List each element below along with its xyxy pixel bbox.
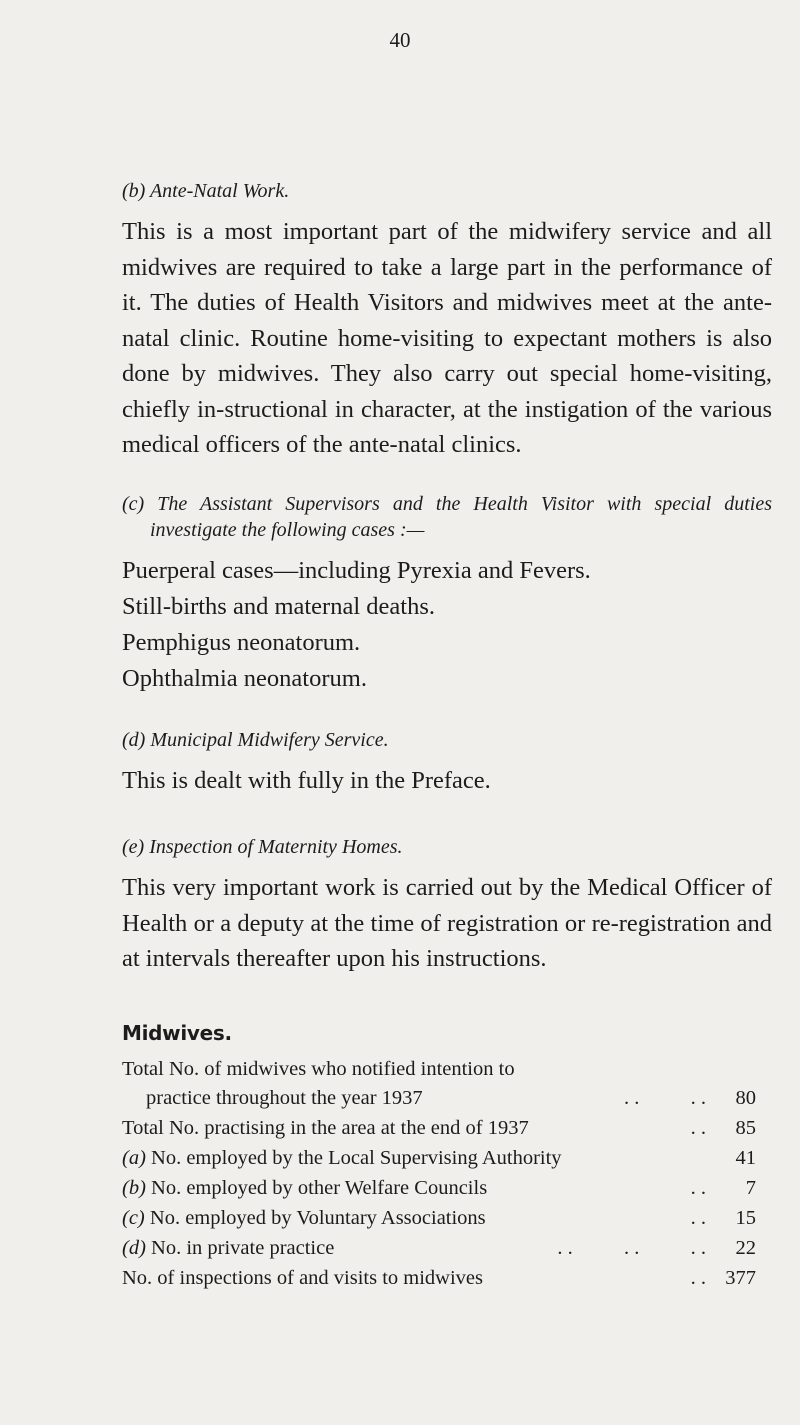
stat-row-welfare-councils	[122, 1173, 756, 1203]
stat-label	[122, 1203, 691, 1233]
case-item-puerperal: Puerperal cases—including Pyrexia and Fevers.	[122, 556, 591, 584]
stat-label: Total No. practising in the area at the end of 1937	[122, 1116, 529, 1139]
stat-label	[122, 1173, 691, 1203]
section-c-title: The Assistant Supervisors and the Health Visitor with special duties investigate the following cases :—	[150, 492, 773, 541]
stat-letter: (d)	[122, 1236, 146, 1259]
section-c-letter: (c)	[122, 492, 145, 515]
stat-row-practising	[122, 1113, 756, 1143]
stat-row-private-practice	[122, 1233, 756, 1263]
stat-label: Total No. of midwives who notified intention to	[122, 1057, 515, 1080]
section-e-letter: (e)	[122, 836, 145, 858]
case-item-still-births: Still-births and maternal deaths.	[122, 592, 435, 620]
section-e-heading	[122, 834, 772, 860]
stat-label-text: No. in private practice	[151, 1236, 335, 1259]
leader-dots: . . . . . .	[557, 1236, 706, 1259]
case-list	[122, 553, 772, 697]
page-number: 40	[389, 28, 411, 52]
stat-label-text: No. employed by other Welfare Councils	[151, 1176, 488, 1199]
case-item-ophthalmia: Ophthalmia neonatorum.	[122, 664, 367, 692]
section-e-title: Inspection of Maternity Homes.	[149, 836, 403, 858]
stat-letter: (c)	[122, 1206, 145, 1229]
leader-dots: . .	[690, 1206, 706, 1229]
leader-dots: . .	[690, 1116, 706, 1139]
stat-value: 377	[725, 1266, 756, 1289]
stat-value: 85	[735, 1116, 756, 1139]
stat-value: 41	[735, 1146, 756, 1169]
leader-dots: . . . .	[624, 1086, 706, 1109]
section-b-letter: (b)	[122, 180, 146, 202]
stat-value: 7	[745, 1176, 756, 1199]
page-content	[122, 178, 772, 1293]
stat-row-notified-line1	[122, 1055, 756, 1083]
stat-label-text: No. employed by Voluntary Associations	[149, 1206, 486, 1229]
stat-value: 22	[735, 1236, 756, 1259]
stat-row-inspections	[122, 1263, 756, 1293]
stat-label: No. of inspections of and visits to midwives	[122, 1266, 484, 1289]
section-d-letter: (d)	[122, 728, 146, 751]
section-b-paragraph: This is a most important part of the midwifery service and all midwives are required to take a large part in the performance of it. The duties of Health Visitors and midwives meet at the ante-natal clinic. Routine home-visiting to expectant mothers is also done by midwives. They also carry out special home-visiting, chiefly in-structional in character, at the instigation of the various medical officers of the ante-natal clinics.	[122, 218, 772, 458]
section-d-heading	[122, 727, 772, 753]
stat-row-notified	[122, 1083, 756, 1113]
stat-label	[122, 1143, 716, 1173]
stat-label	[122, 1233, 557, 1263]
midwives-stats	[122, 1055, 756, 1293]
leader-dots: . .	[690, 1266, 706, 1289]
section-c-heading	[122, 491, 772, 543]
section-b-heading	[122, 178, 772, 204]
section-d-title: Municipal Midwifery Service.	[150, 728, 389, 751]
stat-label: practice throughout the year 1937	[146, 1086, 423, 1109]
case-item-pemphigus: Pemphigus neonatorum.	[122, 628, 361, 656]
stat-letter: (b)	[122, 1176, 146, 1199]
leader-dots: . .	[690, 1176, 706, 1199]
stat-value: 15	[735, 1206, 756, 1229]
stat-letter: (a)	[122, 1146, 146, 1169]
stat-value: 80	[735, 1086, 756, 1109]
stat-row-local-supervising	[122, 1143, 756, 1173]
section-d-paragraph: This is dealt with fully in the Preface.	[122, 766, 491, 794]
midwives-title: Midwives.	[122, 1020, 232, 1045]
section-b-title: Ante-Natal Work.	[149, 180, 290, 202]
stat-label-text: No. employed by the Local Supervising Authority	[151, 1146, 562, 1169]
stat-row-voluntary-associations	[122, 1203, 756, 1233]
section-e-paragraph: This very important work is carried out by the Medical Officer of Health or a deputy at the time of registration or re-registration and at intervals thereafter upon his instructions.	[122, 874, 772, 972]
